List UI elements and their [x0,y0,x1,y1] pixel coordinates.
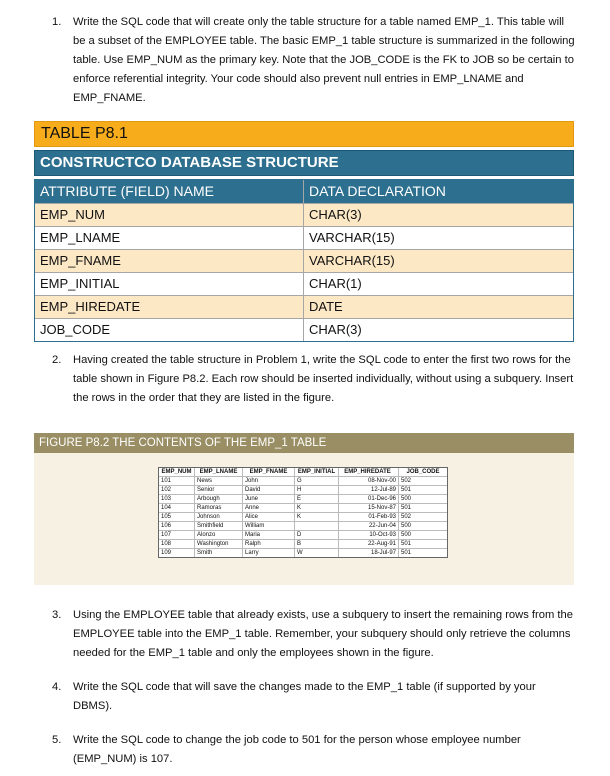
cell: 12-Jul-89 [339,486,399,494]
question-number: 3. [52,609,62,621]
cell: Johnson [195,513,243,521]
cell: 10-Oct-93 [339,531,399,539]
cell: News [195,477,243,485]
cell: K [295,504,339,512]
cell: Maria [243,531,295,539]
attribute-cell: EMP_NUM [35,204,304,226]
table-row [35,203,573,226]
header-cell: EMP_INITIAL [295,468,339,476]
question-text: Write the SQL code to change the job code to 501 for the person whose employee number (EMP_NUM) is 107. [73,734,521,765]
cell: E [295,495,339,503]
cell: 500 [401,496,412,502]
cell: 500 [401,523,412,529]
cell: 107 [159,531,195,539]
cell: 109 [159,549,195,557]
cell: K [295,513,339,521]
declaration-cell: CHAR(3) [309,207,362,222]
cell: 501 [401,550,412,556]
attribute-cell: EMP_HIREDATE [35,296,304,318]
cell: Larry [243,549,295,557]
table-row [35,249,573,272]
cell: 500 [401,532,412,538]
cell: 22-Jun-04 [339,522,399,530]
attribute-cell: JOB_CODE [35,319,304,341]
attribute-cell: EMP_INITIAL [35,273,304,295]
cell: Alice [243,513,295,521]
table-header-row [35,180,573,203]
cell: Anne [243,504,295,512]
cell: 18-Jul-97 [339,549,399,557]
cell: 501 [401,541,412,547]
declaration-cell: CHAR(3) [309,322,362,337]
table-row [35,226,573,249]
cell [295,522,339,530]
cell: G [295,477,339,485]
table-row [35,272,573,295]
table-row [35,295,573,318]
header-cell: EMP_NUM [159,468,195,476]
cell: Ramoras [195,504,243,512]
header-attribute: ATTRIBUTE (FIELD) NAME [35,180,304,203]
cell: W [295,549,339,557]
attribute-cell: EMP_LNAME [35,227,304,249]
table-title: TABLE P8.1 [34,121,574,147]
question-1 [52,13,577,108]
figure-caption: FIGURE P8.2 THE CONTENTS OF THE EMP_1 TABLE [34,433,574,453]
header-cell: EMP_FNAME [243,468,295,476]
figure-p8-2 [34,433,574,585]
cell: 502 [401,514,412,520]
table-p8-1 [34,121,574,342]
question-4 [52,678,577,716]
emp1-row [159,476,447,485]
question-text: Using the EMPLOYEE table that already exists, use a subquery to insert the remaining rows from the EMPLOYEE table into the EMP_1 table. Remember, your subquery should only retrieve the columns needed for the EMP_1 table and only the employees shown in the figure. [73,609,573,659]
declaration-cell: VARCHAR(15) [309,253,395,268]
cell: 104 [159,504,195,512]
declaration-cell: DATE [309,299,343,314]
emp1-row [159,521,447,530]
cell: June [243,495,295,503]
cell: 501 [401,505,412,511]
cell: Smithfield [195,522,243,530]
cell: William [243,522,295,530]
declaration-cell: CHAR(1) [309,276,362,291]
cell: 01-Feb-93 [339,513,399,521]
cell: 106 [159,522,195,530]
emp1-row [159,530,447,539]
emp1-header-row [159,468,447,476]
question-number: 2. [52,354,62,366]
emp1-table [158,467,448,558]
cell: H [295,486,339,494]
emp1-row [159,512,447,521]
cell: Washington [195,540,243,548]
cell: 08-Nov-00 [339,477,399,485]
cell: 01-Dec-96 [339,495,399,503]
cell: David [243,486,295,494]
question-text: Having created the table structure in Problem 1, write the SQL code to enter the first two rows for the table shown in Figure P8.2. Each row should be inserted individually, without using a subquery. Insert the rows in the order that they are listed in the figure. [73,354,574,404]
cell: 22-Aug-91 [339,540,399,548]
header-cell: JOB_CODE [406,469,440,475]
question-number: 5. [52,734,62,746]
cell: 501 [401,487,412,493]
question-2 [52,351,577,408]
question-number: 4. [52,681,62,693]
cell: Ralph [243,540,295,548]
cell: 108 [159,540,195,548]
cell: Alonzo [195,531,243,539]
question-3 [52,606,577,663]
cell: Senior [195,486,243,494]
cell: 502 [401,478,412,484]
question-text: Write the SQL code that will save the changes made to the EMP_1 table (if supported by your DBMS). [73,681,536,712]
header-cell: EMP_LNAME [195,468,243,476]
question-5 [52,731,577,769]
cell: B [295,540,339,548]
header-cell: EMP_HIREDATE [339,468,399,476]
table-subtitle: CONSTRUCTCO DATABASE STRUCTURE [34,150,574,176]
cell: 102 [159,486,195,494]
cell: 103 [159,495,195,503]
question-number: 1. [52,16,62,28]
emp1-row [159,539,447,548]
table-grid [34,179,574,342]
attribute-cell: EMP_FNAME [35,250,304,272]
cell: John [243,477,295,485]
emp1-row [159,485,447,494]
emp1-row [159,503,447,512]
cell: 101 [159,477,195,485]
cell: Smith [195,549,243,557]
declaration-cell: VARCHAR(15) [309,230,395,245]
cell: D [295,531,339,539]
cell: Arbough [195,495,243,503]
emp1-row [159,548,447,557]
question-text: Write the SQL code that will create only the table structure for a table named EMP_1. This table will be a subset of the EMPLOYEE table. The basic EMP_1 table structure is summarized in the following table. Use EMP_NUM as the primary key. Note that the JOB_CODE is the FK to JOB so be certain to enforce referential integrity. Your code should also prevent null entries in EMP_LNAME and EMP_FNAME. [73,16,575,104]
header-declaration: DATA DECLARATION [309,183,446,199]
emp1-row [159,494,447,503]
table-row [35,318,573,341]
cell: 105 [159,513,195,521]
cell: 15-Nov-87 [339,504,399,512]
